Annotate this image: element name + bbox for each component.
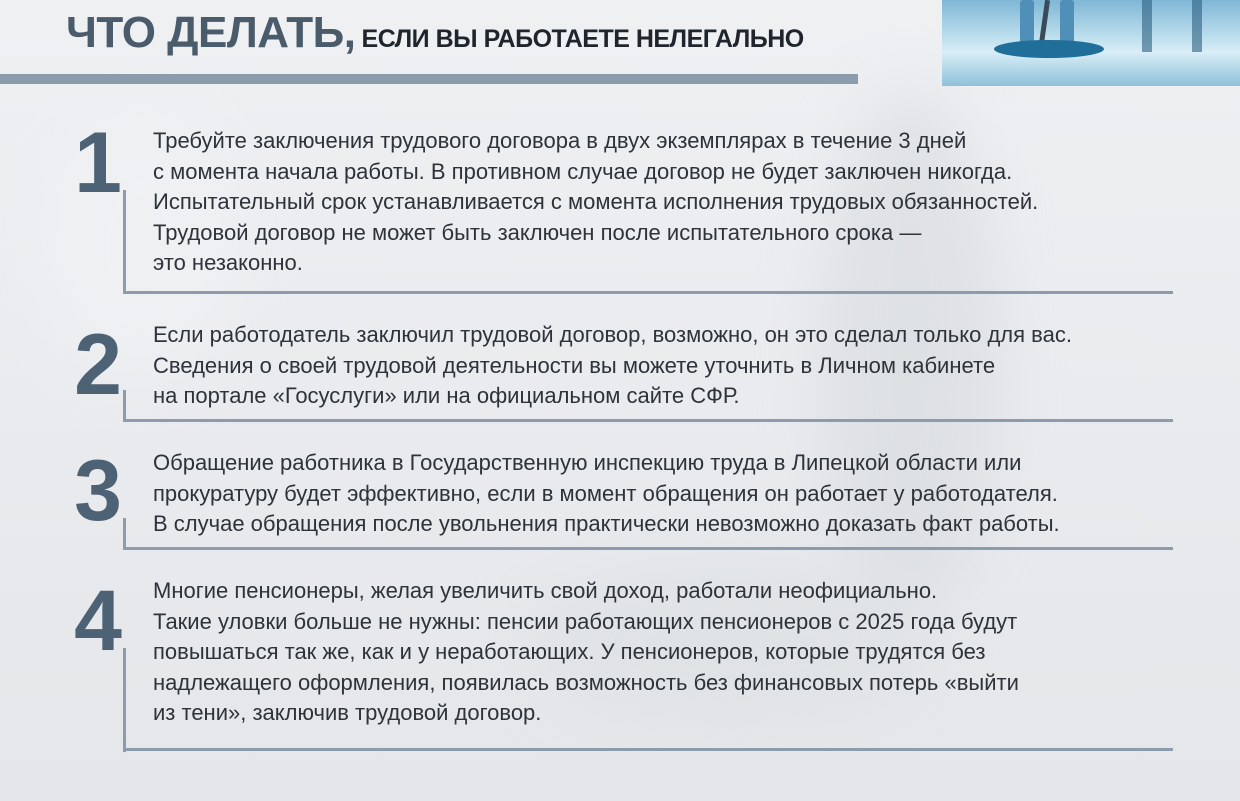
item-text-line: из тени», заключив трудовой договор. xyxy=(153,700,542,725)
item-text-line: Требуйте заключения трудового договора в двух экземплярах в течение 3 дней xyxy=(153,128,967,153)
item-text-line: Многие пенсионеры, желая увеличить свой доход, работали неофициально. xyxy=(153,578,938,603)
item-text-line: Испытательный срок устанавливается с момента исполнения трудовых обязанностей. xyxy=(153,189,1039,214)
item-text-line: с момента начала работы. В противном случае договор не будет заключен никогда. xyxy=(153,158,1013,184)
photo-pillar xyxy=(1192,0,1202,60)
item-number: 1 xyxy=(74,115,122,211)
item-text-line: Трудовой договор не может быть заключен после испытательного срока — xyxy=(153,219,922,245)
item-text-line: это незаконно. xyxy=(153,250,303,275)
item-divider-vertical xyxy=(123,648,126,752)
item-divider-vertical xyxy=(123,190,126,294)
page-title-main: ЧТО ДЕЛАТЬ, xyxy=(66,8,356,57)
item-divider-horizontal xyxy=(123,419,1173,422)
item-divider-horizontal xyxy=(123,547,1173,550)
page-title-sub: ЕСЛИ ВЫ РАБОТАЕТЕ НЕЛЕГАЛЬНО xyxy=(361,25,804,53)
mop-handle xyxy=(1039,0,1050,44)
cleaning-photo xyxy=(942,0,1240,86)
title-underline xyxy=(0,74,858,84)
item-text-line: Такие уловки больше не нужны: пенсии работающих пенсионеров с 2025 года будут xyxy=(153,608,1018,634)
item-text-line: Сведения о своей трудовой деятельности вы можете уточнить в Личном кабинете xyxy=(153,352,996,378)
item-text-line: Если работодатель заключил трудовой договор, возможно, он это сделал только для вас. xyxy=(153,322,1072,347)
item-divider-horizontal xyxy=(123,748,1173,751)
item-text-line: Обращение работника в Государственную инспекцию труда в Липецкой области или xyxy=(153,450,1022,475)
page-title xyxy=(66,8,804,58)
photo-pillar xyxy=(1142,0,1152,60)
item-divider-vertical xyxy=(123,518,126,550)
item-text-line: прокуратуру будет эффективно, если в момент обращения он работает у работодателя. xyxy=(153,480,1058,506)
item-text xyxy=(153,448,1193,540)
item-text-line: на портале «Госуслуги» или на официальном сайте СФР. xyxy=(153,383,740,408)
item-number: 2 xyxy=(74,317,122,413)
item-number: 3 xyxy=(74,443,122,539)
header xyxy=(0,0,860,86)
item-divider-vertical xyxy=(123,390,126,422)
item-text-line: надлежащего оформления, появилась возможность без финансовых потерь «выйти xyxy=(153,669,1019,695)
item-number: 4 xyxy=(74,573,122,669)
item-divider-horizontal xyxy=(123,291,1173,294)
mop-head xyxy=(994,40,1104,58)
item-text xyxy=(153,126,1193,279)
item-text xyxy=(153,576,1193,729)
item-text-line: В случае обращения после увольнения практически невозможно доказать факт работы. xyxy=(153,511,1060,536)
item-text-line: повышаться так же, как и у неработающих. У пенсионеров, которые трудятся без xyxy=(153,639,986,664)
item-text xyxy=(153,320,1193,412)
photo-floor xyxy=(942,52,1240,86)
